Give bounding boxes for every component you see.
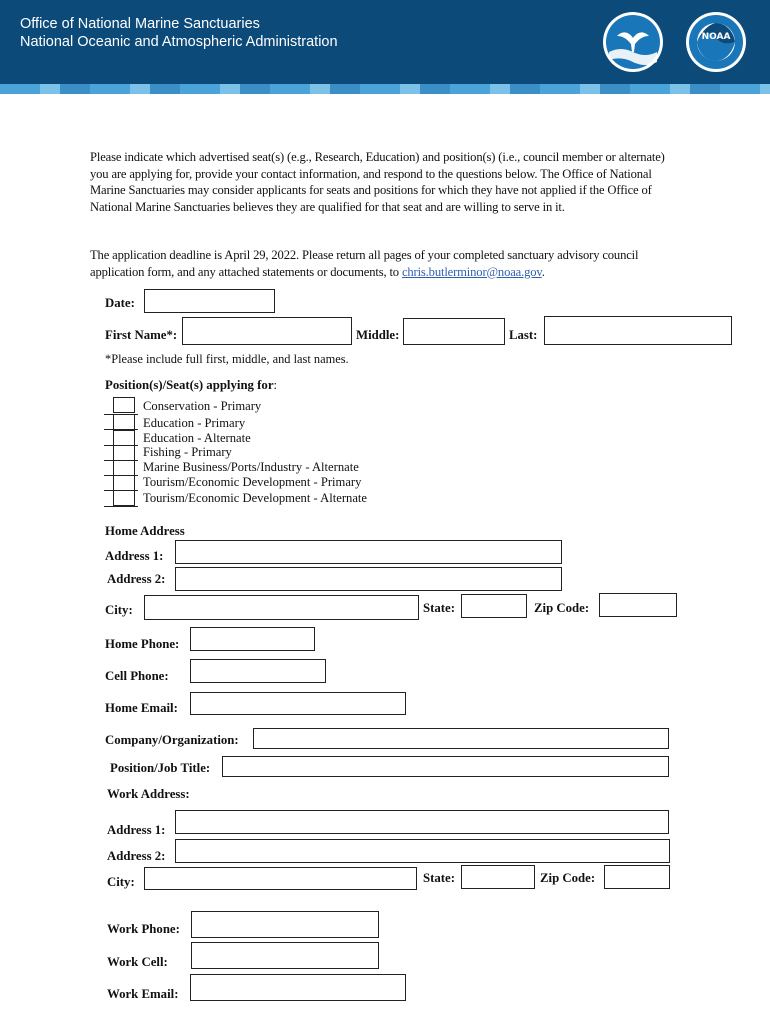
date-field[interactable] <box>144 289 275 313</box>
date-label: Date: <box>105 296 135 310</box>
home-phone-field[interactable] <box>190 627 315 651</box>
home-email-label: Home Email: <box>105 701 178 715</box>
position-label: Education - Primary <box>143 416 246 430</box>
job-title-label: Position/Job Title: <box>110 761 211 775</box>
noaa-logo-text: NOAA <box>701 32 731 42</box>
position-label: Tourism/Economic Development - Primary <box>143 475 362 489</box>
company-field[interactable] <box>253 728 669 749</box>
work-city-field[interactable] <box>144 867 417 890</box>
cell-phone-field[interactable] <box>190 659 326 683</box>
checkbox-underline <box>104 506 138 507</box>
home-address-heading: Home Address <box>105 524 185 538</box>
home-state-field[interactable] <box>461 594 527 618</box>
positions-heading-colon: : <box>273 378 278 392</box>
position-label: Education - Alternate <box>143 431 251 445</box>
position-label: Tourism/Economic Development - Alternate <box>143 491 367 505</box>
work-city-label: City: <box>107 875 135 889</box>
checkbox-tourism-alternate[interactable] <box>113 490 135 506</box>
home-address2-field[interactable] <box>175 567 562 591</box>
home-email-field[interactable] <box>190 692 406 715</box>
zip-label: Zip Code: <box>534 601 590 615</box>
last-name-field[interactable] <box>544 316 732 345</box>
first-name-field[interactable] <box>182 317 352 345</box>
whale-tail-icon <box>603 12 663 72</box>
checkbox-fishing-primary[interactable] <box>113 445 135 461</box>
deadline-paragraph <box>90 247 680 280</box>
work-cell-field[interactable] <box>191 942 379 969</box>
sanctuaries-logo-icon <box>603 12 663 72</box>
name-note: *Please include full first, middle, and last names. <box>105 352 349 366</box>
home-phone-label: Home Phone: <box>105 637 180 651</box>
work-address-heading: Work Address: <box>107 787 190 801</box>
address2-label: Address 2: <box>107 572 166 586</box>
work-cell-label: Work Cell: <box>107 955 168 969</box>
checkbox-education-alternate[interactable] <box>113 430 135 446</box>
home-city-field[interactable] <box>144 595 419 620</box>
home-zip-field[interactable] <box>599 593 677 617</box>
checkbox-conservation-primary[interactable] <box>113 397 135 413</box>
home-address1-field[interactable] <box>175 540 562 564</box>
intro-paragraph: Please indicate which advertised seat(s) (e.g., Research, Education) and position(s) (i.e., council member or alternate) you are applying for, provide your contact information, and respond to the questions below. The Office of National Marine Sanctuaries may consider applicants for seats and positions for which they have not applied if the Office of National Marine Sanctuaries believes they are qualified for that seat and are willing to serve in it. <box>90 150 665 214</box>
work-phone-label: Work Phone: <box>107 922 180 936</box>
middle-label: Middle: <box>356 328 400 342</box>
address1-label: Address 1: <box>105 549 164 563</box>
checkbox-marine-business-alternate[interactable] <box>113 460 135 476</box>
header-title-line1: Office of National Marine Sanctuaries <box>20 16 260 32</box>
noaa-logo-icon <box>686 12 746 72</box>
work-zip-label: Zip Code: <box>540 871 596 885</box>
work-address1-field[interactable] <box>175 810 669 834</box>
last-label: Last: <box>509 328 538 342</box>
middle-name-field[interactable] <box>403 318 505 345</box>
work-email-field[interactable] <box>190 974 406 1001</box>
work-zip-field[interactable] <box>604 865 670 889</box>
position-label: Fishing - Primary <box>143 445 232 459</box>
header-stripe <box>0 84 770 94</box>
cell-phone-label: Cell Phone: <box>105 669 169 683</box>
first-name-label <box>105 328 177 343</box>
work-address2-field[interactable] <box>175 839 670 863</box>
contact-email-link[interactable]: chris.butlerminor@noaa.gov <box>401 264 542 279</box>
header-banner <box>0 0 770 84</box>
deadline-text: The application deadline is April 29, 2022. Please return all pages of your completed sanctuary advisory council application form, and any attached statements or documents, to <box>90 248 639 279</box>
header-title-line2: National Oceanic and Atmospheric Administration <box>20 34 338 50</box>
work-address2-label: Address 2: <box>107 849 166 863</box>
deadline-end: . <box>541 264 545 279</box>
job-title-field[interactable] <box>222 756 669 777</box>
first-name-label-text: First Name*: <box>105 328 178 342</box>
work-address1-label: Address 1: <box>107 823 166 837</box>
positions-heading-line <box>105 378 277 393</box>
work-phone-field[interactable] <box>191 911 379 938</box>
work-state-field[interactable] <box>461 865 535 889</box>
city-label: City: <box>105 603 133 617</box>
positions-heading: Position(s)/Seat(s) applying for <box>105 378 274 392</box>
company-label: Company/Organization: <box>105 733 239 747</box>
noaa-emblem-icon <box>686 12 746 72</box>
work-email-label: Work Email: <box>107 987 179 1001</box>
state-label: State: <box>423 601 455 615</box>
position-label: Marine Business/Ports/Industry - Alternate <box>143 460 359 474</box>
checkbox-tourism-primary[interactable] <box>113 475 135 491</box>
position-label: Conservation - Primary <box>143 399 262 413</box>
checkbox-education-primary[interactable] <box>113 414 135 430</box>
work-state-label: State: <box>423 871 455 885</box>
